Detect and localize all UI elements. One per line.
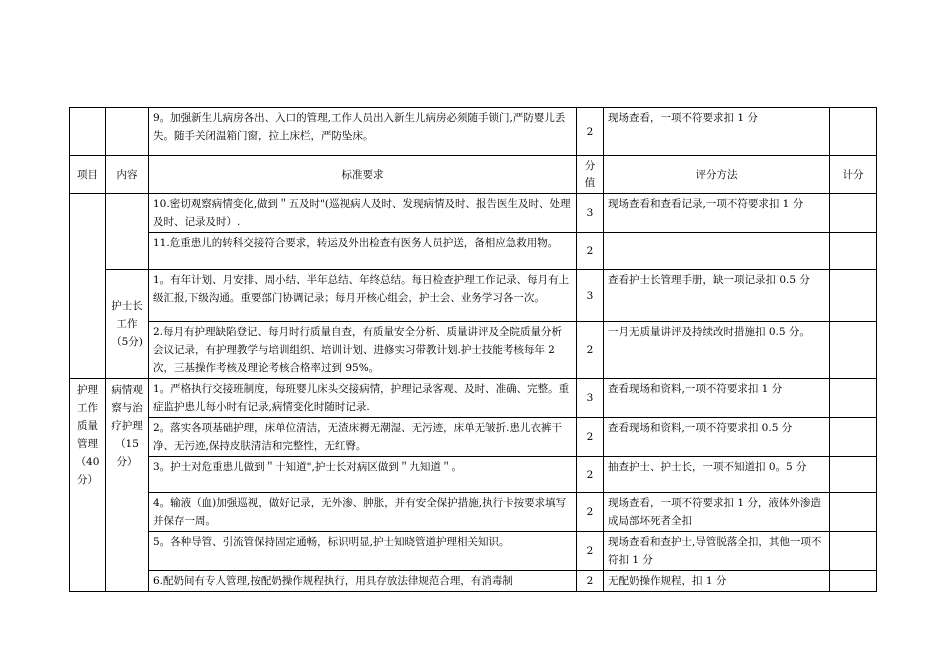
method-cell: 现场查看和查看记录,一项不符要求扣 1 分: [604, 194, 830, 233]
standard-cell: 4。输液（血)加强巡视，做好记录，无外渗、肿胀，并有安全保护措施,执行卡按要求填写并保存一周。: [149, 493, 577, 532]
method-cell: 现场查看和查护士,导管脱落全扣，其他一项不符扣 1 分: [604, 532, 830, 571]
score-cell: 3: [577, 194, 604, 233]
score-cell: 2: [577, 457, 604, 493]
header-tally: 计分: [830, 156, 877, 194]
nursing-quality-table: [69, 107, 877, 592]
standard-cell: 2.每月有护理缺陷登记、每月时行质量自查，有质量安全分析、质量讲评及全院质量分析会议记录，有护理教学与培训组织、培训计划、进修实习带教计划.护士技能考核每年 2 次，三基操作考核及理论考核合格率过到 95%。: [149, 322, 577, 379]
table-row: [70, 108, 877, 156]
score-cell: 3: [577, 270, 604, 322]
method-cell: 查看护士长管理手册，缺一项记录扣 0.5 分: [604, 270, 830, 322]
score-cell: 2: [577, 418, 604, 457]
standard-cell: 11.危重患儿的转科交接符合要求，转运及外出检查有医务人员护送，备相应急救用物。: [149, 233, 577, 270]
score-cell: 2: [577, 108, 604, 156]
table-row: [70, 457, 877, 493]
header-content: 内容: [106, 156, 149, 194]
table-row: [70, 270, 877, 322]
method-cell: 现场查看，一项不符要求扣 1 分，液体外渗造成局部坏死者全扣: [604, 493, 830, 532]
method-cell: 无配奶操作规程，扣 1 分: [604, 571, 830, 592]
table-row: [70, 418, 877, 457]
score-cell: 3: [577, 379, 604, 418]
standard-cell: 1。有年计划、月安排、周小结、半年总结、年终总结。每日检查护理工作记录、每月有上级汇报,下级沟通。重要部门协调记录；每月开核心组会，护士会、业务学习各一次。: [149, 270, 577, 322]
group-head-nurse: 护士长工作（5分): [106, 270, 149, 379]
score-cell: 2: [577, 322, 604, 379]
table-row: [70, 194, 877, 233]
header-row: [70, 156, 877, 194]
standard-cell: 9。加强新生儿病房各出、入口的管理,工作人员出入新生儿病房必须随手锁门,严防婴儿丢失。随手关闭温箱门窗，拉上床栏，严防坠床。: [149, 108, 577, 156]
method-cell: 查看现场和资料,一项不符要求扣 1 分: [604, 379, 830, 418]
section-project: 护理工作质量管理（40分）: [70, 379, 106, 592]
standard-cell: 2。落实各项基础护理，床单位清洁，无渣床褥无潮湿、无污迹，床单无皱折.患儿衣裤干净、无污迹,保持皮肤清洁和完整性，无红臀。: [149, 418, 577, 457]
header-standard: 标准要求: [149, 156, 577, 194]
standard-cell: 6.配奶间有专人管理,按配奶操作规程执行，用具存放法律规范合理，有消毒制: [149, 571, 577, 592]
method-cell: 查看现场和资料,一项不符要求扣 0.5 分: [604, 418, 830, 457]
score-cell: 2: [577, 532, 604, 571]
table-row: [70, 322, 877, 379]
header-method: 评分方法: [604, 156, 830, 194]
score-cell: 2: [577, 571, 604, 592]
standard-cell: 5。各种导管、引流管保持固定通畅，标识明显,护士知晓管道护理相关知识。: [149, 532, 577, 571]
score-cell: 2: [577, 233, 604, 270]
method-cell: 抽查护士、护士长，一项不知道扣 0。5 分: [604, 457, 830, 493]
table-row: [70, 571, 877, 592]
method-cell: 现场查看，一项不符要求扣 1 分: [604, 108, 830, 156]
table-row: [70, 493, 877, 532]
method-cell: 一月无质量讲评及持续改时措施扣 0.5 分。: [604, 322, 830, 379]
table-row: [70, 233, 877, 270]
table-row: [70, 532, 877, 571]
score-cell: 2: [577, 493, 604, 532]
standard-cell: 1。严格执行交接班制度，每班婴儿床头交接病情，护理记录客观、及时、准确、完整。重症监护患儿每小时有记录,病情变化时随时记录.: [149, 379, 577, 418]
group-observation: 病情观察与治疗护理（15分）: [106, 379, 149, 592]
method-cell: [604, 233, 830, 270]
standard-cell: 3。护士对危重患儿做到＂十知道",护士长对病区做到＂九知道＂。: [149, 457, 577, 493]
header-project: 项目: [70, 156, 106, 194]
header-score: 分值: [577, 156, 604, 194]
standard-cell: 10.密切观察病情变化,做到＂五及时"(巡视病人及时、发现病情及时、报告医生及时、处理及时、记录及时）.: [149, 194, 577, 233]
table-row: [70, 379, 877, 418]
